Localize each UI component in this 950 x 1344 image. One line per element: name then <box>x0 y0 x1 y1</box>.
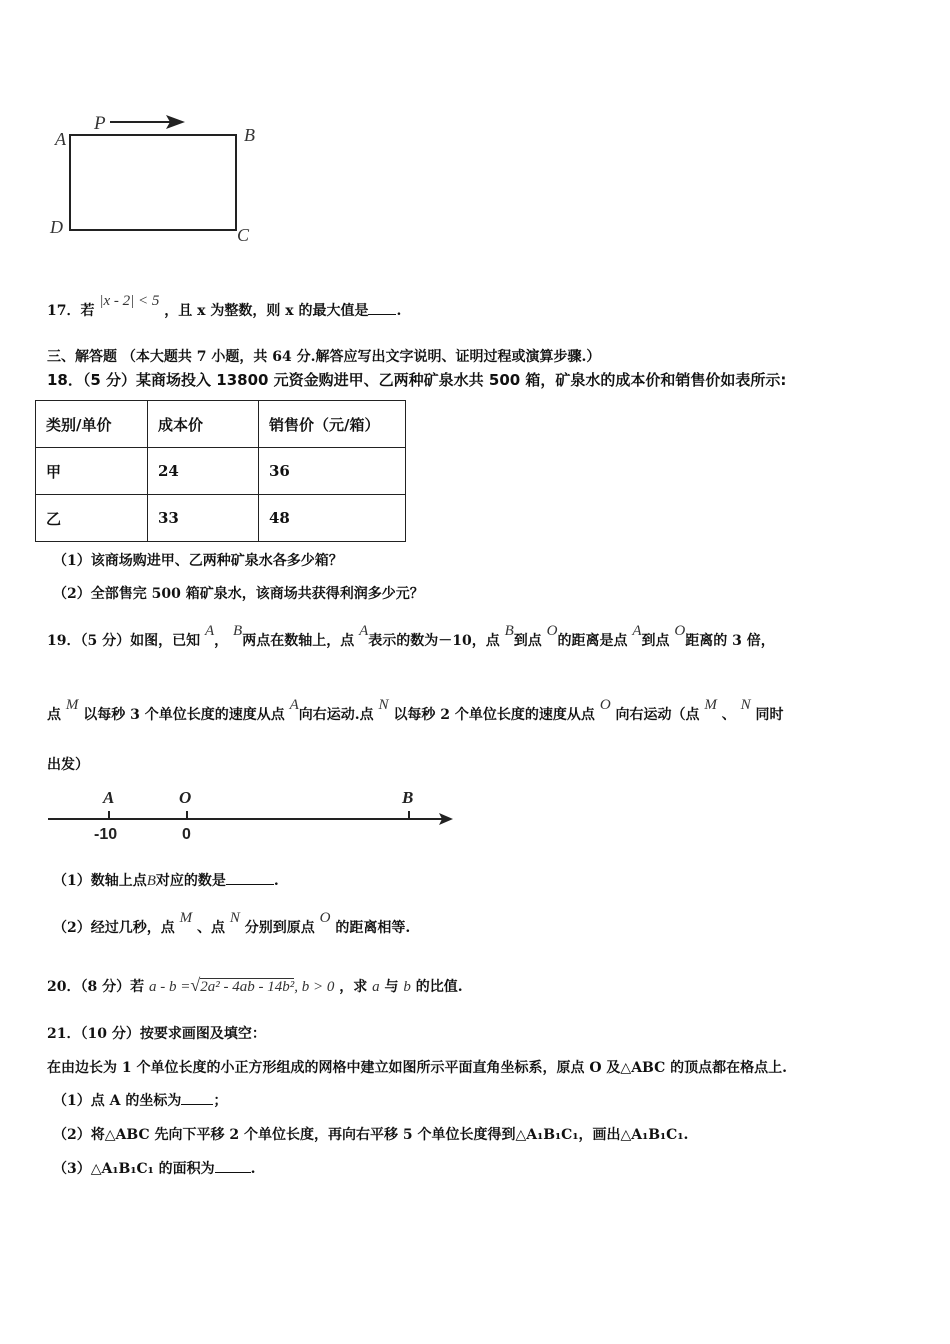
var-O: O <box>674 623 686 639</box>
price-table <box>35 400 406 542</box>
table-header-cell: 类别/单价 <box>36 401 148 448</box>
label-A: A <box>55 129 66 149</box>
q19-text: 以每秒 3 个单位长度的速度从点 <box>83 707 285 723</box>
q18-sub1: （1）该商场购进甲、乙两种矿泉水各多少箱？ <box>53 553 343 569</box>
table-cell: 甲 <box>36 448 148 495</box>
label-P: P <box>94 113 106 134</box>
question-18-title: 18．（5 分）某商场投入 13800 元资金购进甲、乙两种矿泉水共 500 箱，矿泉水的成本价和销售价如表所示: <box>47 371 787 389</box>
q19-text: 向右运动（点 <box>615 707 700 723</box>
q21-answer-blank-1[interactable] <box>181 1090 213 1105</box>
q19-text: 分别到原点 <box>244 920 315 936</box>
q17-text: ，且 x 为整数，则 x 的最大值是 <box>164 303 369 319</box>
q19-line2 <box>47 697 784 724</box>
q20-text: 20．（8 分）若 <box>47 979 145 995</box>
q21-sub2: （2）将△ABC 先向下平移 2 个单位长度，再向右平移 5 个单位长度得到△A₁B₁C₁，画出△A₁B₁C₁. <box>53 1127 689 1143</box>
label-C: C <box>237 225 250 245</box>
table-cell: 48 <box>259 495 406 542</box>
var-O: O <box>546 623 558 639</box>
rectangle-abcd <box>70 135 236 230</box>
q21-text: . <box>250 1161 256 1177</box>
q19-text: 点 <box>47 707 61 723</box>
point-label-A: A <box>103 788 115 807</box>
var-M: M <box>65 697 79 713</box>
question-17 <box>47 293 402 320</box>
var-N: N <box>378 697 389 713</box>
question-21-title: 21．（10 分）按要求画图及填空： <box>47 1026 266 1042</box>
q20-text: ，求 <box>339 979 368 995</box>
q19-text: 对应的数是 <box>155 873 226 889</box>
point-label-B: B <box>402 788 414 807</box>
table-header-cell: 销售价（元/箱） <box>259 401 406 448</box>
var-b: b <box>403 979 411 995</box>
q19-answer-blank[interactable] <box>226 870 274 885</box>
q19-text: 两点在数轴上，点 <box>242 633 355 649</box>
var-B: B <box>146 873 156 889</box>
var-B: B <box>504 623 514 639</box>
var-B: B <box>233 623 243 639</box>
number-line-figure <box>45 785 465 845</box>
var-M: M <box>179 910 193 926</box>
section-3-header: 三、解答题 （本大题共 7 小题，共 64 分.解答应写出文字说明、证明过程或演算步骤.） <box>47 349 601 365</box>
tick-label-0: 0 <box>182 826 191 843</box>
q19-text: 向右运动.点 <box>298 707 374 723</box>
q19-text: （1）数轴上点 <box>53 873 147 889</box>
q19-text: 的距离是点 <box>557 633 628 649</box>
table-cell: 36 <box>259 448 406 495</box>
var-O: O <box>319 910 331 926</box>
sqrt-sign: √ <box>190 975 201 995</box>
q19-text: 表示的数为－10，点 <box>368 633 500 649</box>
question-21-description: 在由边长为 1 个单位长度的小正方形组成的网格中建立如图所示平面直角坐标系，原点 O 及△ABC 的顶点都在格点上. <box>47 1060 788 1076</box>
q20-condition: , b > 0 <box>294 979 335 995</box>
table-cell: 24 <box>148 448 259 495</box>
q19-line3: 出发） <box>47 757 89 773</box>
q21-answer-blank-3[interactable] <box>215 1158 251 1173</box>
q19-text: （2）经过几秒，点 <box>53 920 175 936</box>
q21-text: （1）点 A 的坐标为 <box>53 1093 182 1109</box>
q21-text: （3）△A₁B₁C₁ 的面积为 <box>53 1161 215 1177</box>
var-N: N <box>740 697 751 713</box>
q20-text: 的比值. <box>415 979 463 995</box>
table-cell: 乙 <box>36 495 148 542</box>
q19-text: 到点 <box>641 633 670 649</box>
q17-answer-blank[interactable] <box>368 300 396 315</box>
table-row <box>36 495 406 542</box>
rectangle-figure <box>40 105 270 250</box>
q20-lhs: a - b = <box>148 979 191 995</box>
table-cell: 33 <box>148 495 259 542</box>
q19-sub1 <box>53 870 279 890</box>
q19-text: . <box>273 873 279 889</box>
q20-text: 与 <box>384 979 399 995</box>
q19-text: 到点 <box>513 633 542 649</box>
q19-text: 以每秒 2 个单位长度的速度从点 <box>393 707 595 723</box>
point-label-O: O <box>179 788 192 807</box>
q21-sub1 <box>53 1090 227 1110</box>
q17-expression: |x - 2| < 5 <box>99 293 160 309</box>
q17-number: 17．若 <box>47 303 95 319</box>
q19-text: 距离的 3 倍， <box>685 633 775 649</box>
var-a: a <box>372 979 380 995</box>
var-M: M <box>704 697 717 713</box>
table-header-cell: 成本价 <box>148 401 259 448</box>
q19-line1 <box>47 623 775 650</box>
label-B: B <box>244 125 255 145</box>
q17-end: . <box>396 303 402 319</box>
table-header-row <box>36 401 406 448</box>
var-A: A <box>204 623 215 639</box>
question-20 <box>47 975 463 996</box>
q19-text: 、 <box>721 707 736 723</box>
q18-sub2: （2）全部售完 500 箱矿泉水，该商场共获得利润多少元？ <box>53 586 424 602</box>
q19-text: 的距离相等. <box>335 920 411 936</box>
q19-text: 、点 <box>197 920 225 936</box>
table-row <box>36 448 406 495</box>
q19-sub2 <box>53 910 411 937</box>
q19-text: ， <box>214 633 229 649</box>
var-N: N <box>229 910 240 926</box>
var-A: A <box>289 697 299 713</box>
q21-text: ； <box>213 1093 228 1109</box>
q19-text: 同时 <box>755 707 784 723</box>
var-A: A <box>632 623 642 639</box>
q21-sub3 <box>53 1158 256 1178</box>
var-O: O <box>599 697 611 713</box>
q19-text: 19．（5 分）如图，已知 <box>47 633 201 649</box>
tick-label-neg10: -10 <box>94 826 118 843</box>
q20-radicand: 2a² - 4ab - 14b² <box>200 979 295 995</box>
label-D: D <box>50 217 63 237</box>
var-A: A <box>359 623 369 639</box>
